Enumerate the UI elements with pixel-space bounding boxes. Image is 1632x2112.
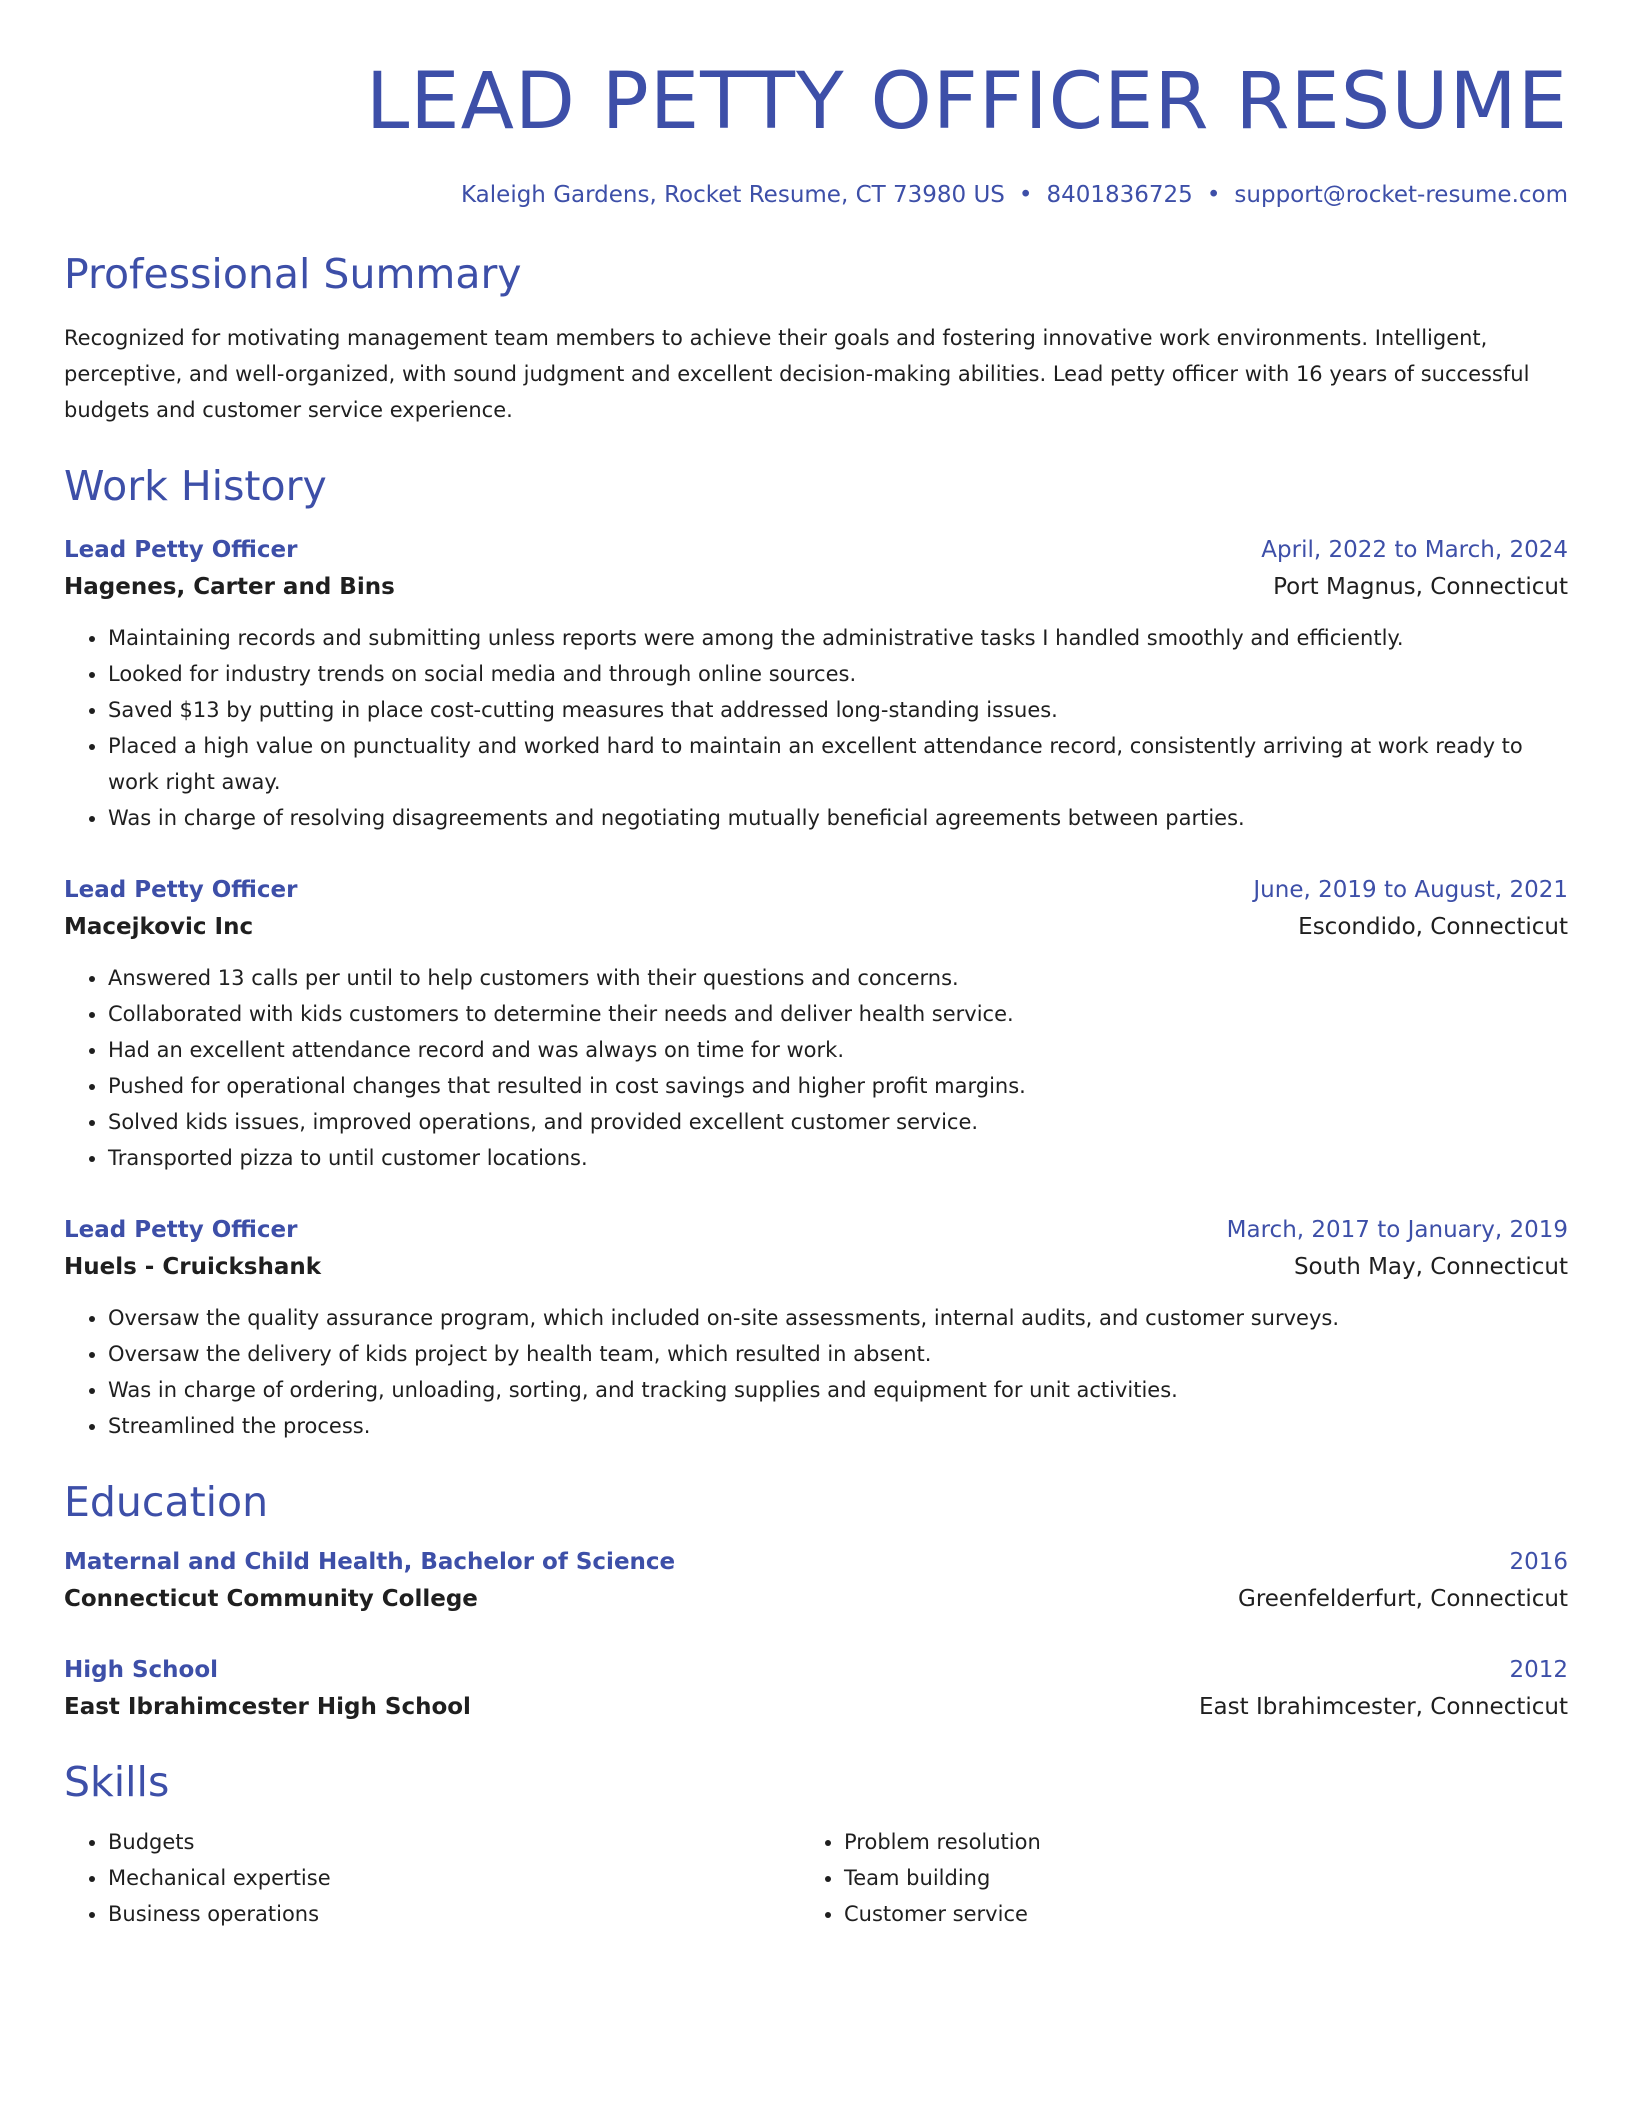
work-history-heading: Work History (64, 462, 327, 510)
skills-column-right (800, 1824, 1536, 1932)
summary-section (64, 246, 1568, 428)
education-entry (64, 1652, 1568, 1726)
contact-separator: • (1018, 182, 1033, 208)
list-item: • Answered 13 calls per until to help customers with their questions and concerns. (108, 960, 1568, 996)
job-dates: April, 2022 to March, 2024 (1261, 537, 1568, 563)
list-item: • Oversaw the delivery of kids project by health team, which resulted in absent. (108, 1336, 1568, 1372)
job-title: Lead Petty Officer (64, 1217, 298, 1243)
degree: High School (64, 1657, 219, 1683)
job-dates: June, 2019 to August, 2021 (1253, 877, 1568, 903)
job-company: Macejkovic Inc (64, 914, 254, 940)
contact-phone: 8401836725 (1046, 182, 1193, 208)
skills-section (64, 1754, 1568, 1932)
job-bullets (64, 620, 1568, 836)
skill-item: • Budgets (108, 1824, 800, 1860)
job-title: Lead Petty Officer (64, 537, 298, 563)
skill-item: • Problem resolution (844, 1824, 1536, 1860)
resume-title: LEAD PETTY OFFICER RESUME (365, 57, 1568, 147)
graduation-year: 2016 (1509, 1549, 1568, 1575)
job-entry (64, 1212, 1568, 1444)
list-item: • Transported pizza to until customer locations. (108, 1140, 1568, 1176)
school-name: Connecticut Community College (64, 1586, 478, 1612)
job-dates: March, 2017 to January, 2019 (1226, 1217, 1568, 1243)
job-title: Lead Petty Officer (64, 877, 298, 903)
skills-column-left (64, 1824, 800, 1932)
job-location: Escondido, Connecticut (1298, 914, 1568, 940)
job-bullets (64, 1300, 1568, 1444)
contact-separator: • (1206, 182, 1221, 208)
graduation-year: 2012 (1509, 1657, 1568, 1683)
list-item: • Placed a high value on punctuality and worked hard to maintain an excellent attendance record, consistently arriving at work ready to work right away. (108, 728, 1568, 800)
list-item: • Streamlined the process. (108, 1408, 1568, 1444)
list-item: • Maintaining records and submitting unless reports were among the administrative tasks I handled smoothly and efficiently. (108, 620, 1568, 656)
job-company: Hagenes, Carter and Bins (64, 574, 395, 600)
school-location: East Ibrahimcester, Connecticut (1199, 1694, 1568, 1720)
list-item: • Saved $13 by putting in place cost-cutting measures that addressed long-standing issues. (108, 692, 1568, 728)
list-item: • Pushed for operational changes that resulted in cost savings and higher profit margins. (108, 1068, 1568, 1104)
list-item: • Had an excellent attendance record and was always on time for work. (108, 1032, 1568, 1068)
list-item: • Looked for industry trends on social media and through online sources. (108, 656, 1568, 692)
degree: Maternal and Child Health, Bachelor of Science (64, 1549, 676, 1575)
contact-line (64, 178, 1568, 212)
skills-heading: Skills (64, 1758, 170, 1806)
list-item: • Oversaw the quality assurance program, which included on-site assessments, internal audits, and customer surveys. (108, 1300, 1568, 1336)
summary-heading: Professional Summary (64, 250, 522, 298)
list-item: • Collaborated with kids customers to determine their needs and deliver health service. (108, 996, 1568, 1032)
skill-item: • Customer service (844, 1896, 1536, 1932)
list-item: • Was in charge of ordering, unloading, sorting, and tracking supplies and equipment for unit activities. (108, 1372, 1568, 1408)
job-location: South May, Connecticut (1293, 1254, 1568, 1280)
job-bullets (64, 960, 1568, 1176)
job-entry (64, 872, 1568, 1176)
list-item: • Solved kids issues, improved operations, and provided excellent customer service. (108, 1104, 1568, 1140)
school-name: East Ibrahimcester High School (64, 1694, 471, 1720)
skill-item: • Team building (844, 1860, 1536, 1896)
skill-item: • Mechanical expertise (108, 1860, 800, 1896)
skill-item: • Business operations (108, 1896, 800, 1932)
summary-text: Recognized for motivating management team members to achieve their goals and fostering innovative work environments. Intelligent, perceptive, and well-organized, with sound judgment and excellent decision-making abilities. Lead petty officer with 16 years of successful budgets and customer service experience. (64, 326, 1530, 422)
job-company: Huels - Cruickshank (64, 1254, 322, 1280)
work-history-section (64, 458, 1568, 1444)
contact-email: support@rocket-resume.com (1234, 182, 1568, 208)
education-entry (64, 1544, 1568, 1618)
job-location: Port Magnus, Connecticut (1273, 574, 1568, 600)
resume-header (64, 52, 1568, 212)
school-location: Greenfelderfurt, Connecticut (1238, 1586, 1568, 1612)
education-section (64, 1474, 1568, 1726)
list-item: • Was in charge of resolving disagreements and negotiating mutually beneficial agreements between parties. (108, 800, 1568, 836)
skills-grid (64, 1824, 1568, 1932)
contact-address: Kaleigh Gardens, Rocket Resume, CT 73980 US (461, 182, 1005, 208)
education-heading: Education (64, 1478, 269, 1526)
job-entry (64, 532, 1568, 836)
